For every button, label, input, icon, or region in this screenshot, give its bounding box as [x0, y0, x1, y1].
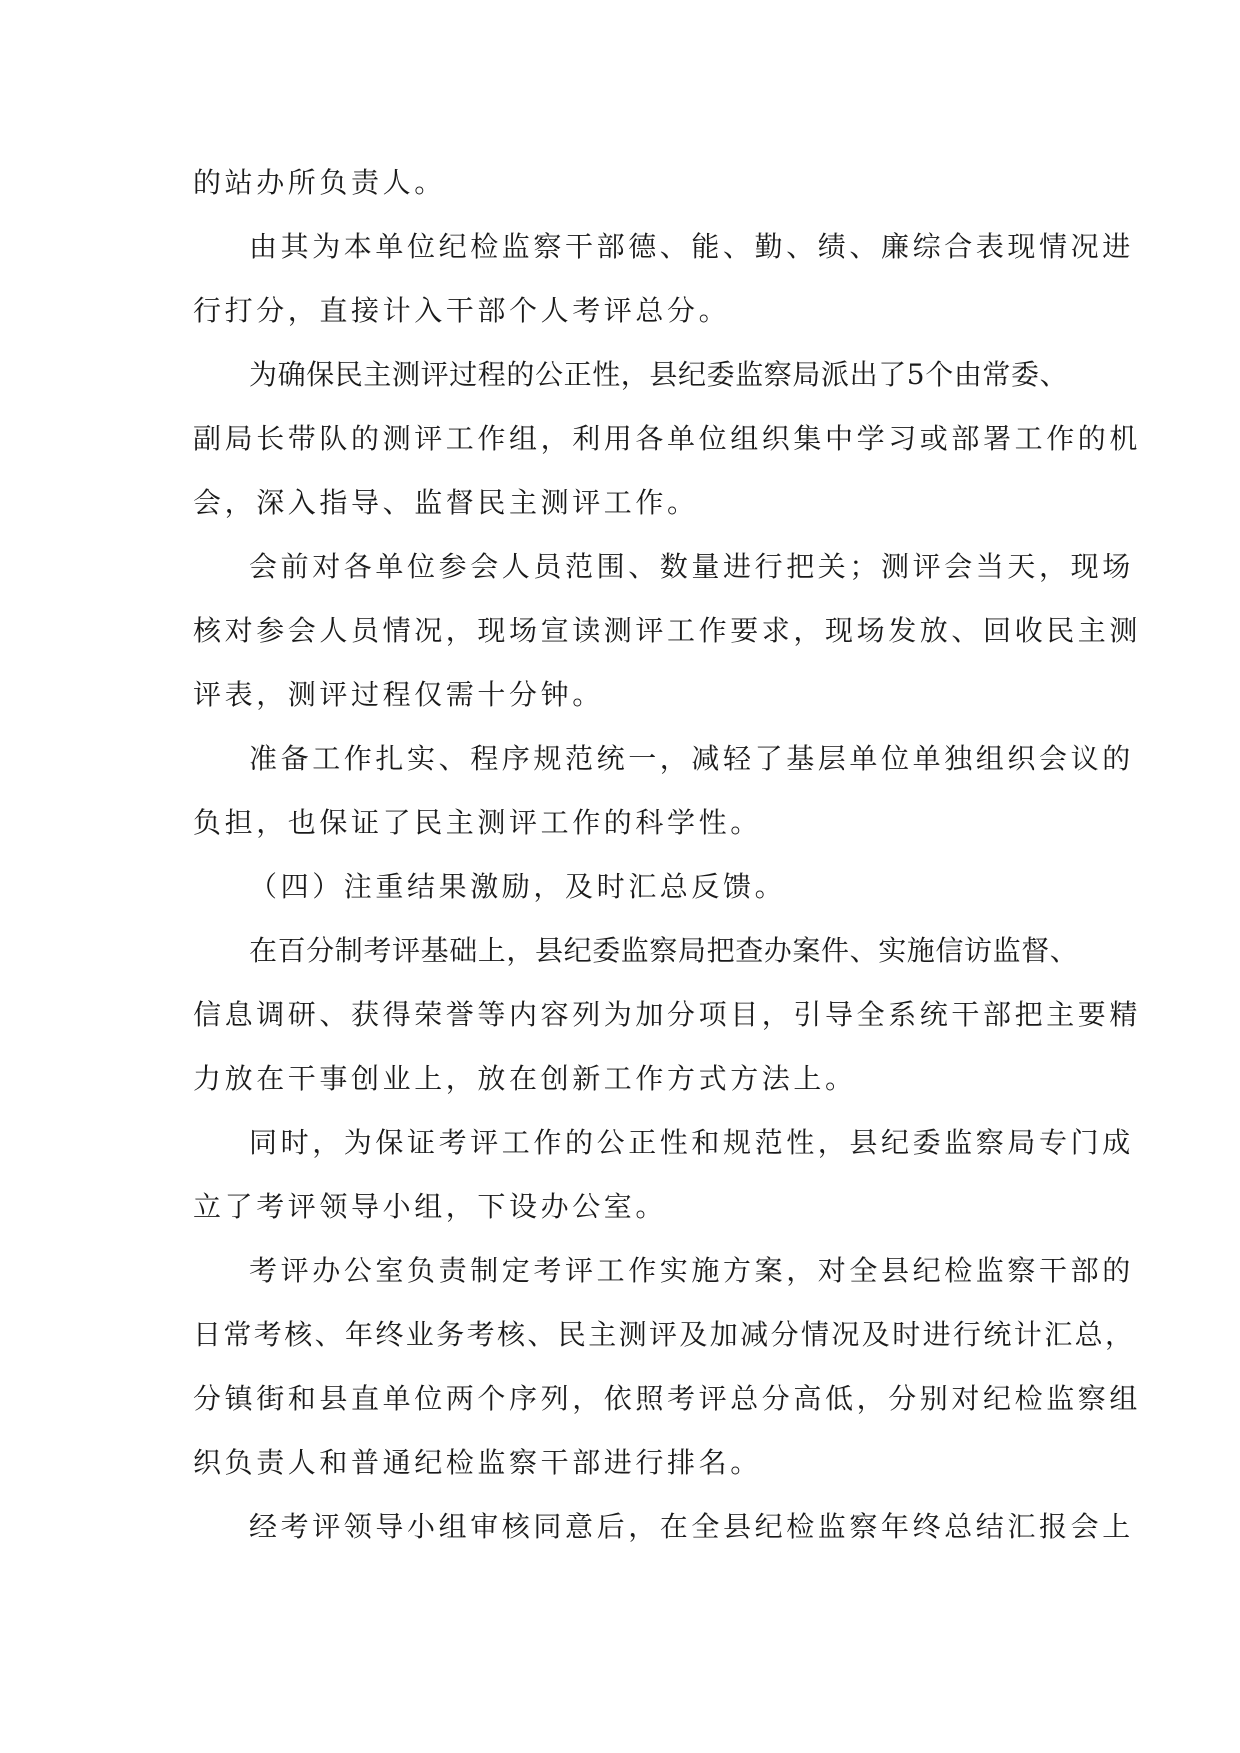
- text-line-2: 由其为本单位纪检监察干部德、能、勤、绩、廉综合表现情况进: [249, 230, 1134, 263]
- text-line-10: 准备工作扎实、程序规范统一，减轻了基层单位单独组织会议的: [249, 742, 1134, 775]
- document-body: [193, 151, 1142, 1559]
- text-line-9: 评表，测评过程仅需十分钟。: [193, 678, 604, 711]
- text-line-6: 会，深入指导、监督民主测评工作。: [193, 486, 699, 519]
- text-line-8: 核对参会人员情况，现场宣读测评工作要求，现场发放、回收民主测: [193, 614, 1142, 647]
- text-line-16: 同时，为保证考评工作的公正性和规范性，县纪委监察局专门成: [249, 1126, 1134, 1159]
- text-line-7: 会前对各单位参会人员范围、数量进行把关；测评会当天，现场: [249, 550, 1134, 583]
- text-line-20: 分镇街和县直单位两个序列，依照考评总分高低，分别对纪检监察组: [193, 1382, 1142, 1415]
- text-line-19: 日常考核、年终业务考核、民主测评及加减分情况及时进行统计汇总，: [193, 1318, 1136, 1351]
- text-line-1: 的站办所负责人。: [193, 166, 446, 199]
- text-line-22: 经考评领导小组审核同意后，在全县纪检监察年终总结汇报会上: [249, 1510, 1134, 1543]
- text-line-3: 行打分，直接计入干部个人考评总分。: [193, 294, 731, 327]
- section-heading: （四）注重结果激励，及时汇总反馈。: [249, 870, 787, 903]
- text-line-11: 负担，也保证了民主测评工作的科学性。: [193, 806, 762, 839]
- text-line-13: 在百分制考评基础上，县纪委监察局把查办案件、实施信访监督、: [249, 934, 1079, 967]
- text-line-17: 立了考评领导小组，下设办公室。: [193, 1190, 668, 1223]
- text-line-15: 力放在干事创业上，放在创新工作方式方法上。: [193, 1062, 857, 1095]
- text-line-21: 织负责人和普通纪检监察干部进行排名。: [193, 1446, 762, 1479]
- text-line-18: 考评办公室负责制定考评工作实施方案，对全县纪检监察干部的: [249, 1254, 1134, 1287]
- text-line-4: 为确保民主测评过程的公正性，县纪委监察局派出了5个由常委、: [249, 358, 1069, 391]
- text-line-5: 副局长带队的测评工作组，利用各单位组织集中学习或部署工作的机: [193, 422, 1142, 455]
- text-line-14: 信息调研、获得荣誉等内容列为加分项目，引导全系统干部把主要精: [193, 998, 1142, 1031]
